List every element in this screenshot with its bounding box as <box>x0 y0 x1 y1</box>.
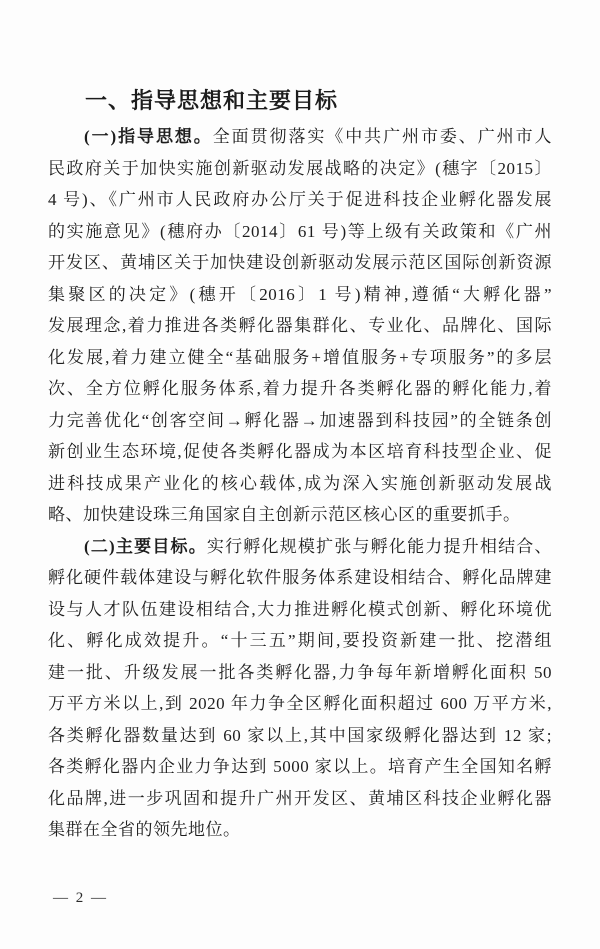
text-line: 万平方米以上,到 2020 年力争全区孵化面积超过 600 万平方米, <box>48 694 552 713</box>
text-line <box>48 531 552 563</box>
page-number: — 2 — <box>53 890 108 906</box>
text-line: 开发区、黄埔区关于加快建设创新驱动发展示范区国际创新资源 <box>48 253 552 272</box>
text-line: 4 号)、《广州市人民政府办公厅关于促进科技企业孵化器发展 <box>48 190 552 209</box>
text-line <box>48 121 552 153</box>
text-line: 各类孵化器数量达到 60 家以上,其中国家级孵化器达到 12 家; <box>48 725 552 745</box>
text-line: 新创业生态环境,促使各类孵化器成为本区培育科技型企业、促 <box>48 442 552 461</box>
text-line: 各类孵化器内企业力争达到 5000 家以上。培育产生全国知名孵 <box>48 757 552 776</box>
document-content <box>48 88 552 846</box>
text-line: 发展理念,着力推进各类孵化器集群化、专业化、品牌化、国际 <box>48 316 552 335</box>
paragraph-lead: (一)指导思想。 <box>84 127 213 146</box>
text-line: 化、孵化成效提升。“十三五”期间,要投资新建一批、挖潜组 <box>48 631 552 650</box>
text-line: 略、加快建设珠三角国家自主创新示范区核心区的重要抓手。 <box>48 505 521 524</box>
text-line: 集聚区的决定》(穗开〔2016〕1 号)精神,遵循“大孵化器” <box>48 284 552 304</box>
text-run: 全面贯彻落实《中共广州市委、广州市人 <box>212 127 552 146</box>
text-line: 次、全方位孵化服务体系,着力提升各类孵化器的孵化能力,着 <box>48 379 552 398</box>
paragraph-lead: (二)主要目标。 <box>84 536 207 556</box>
text-line: 化品牌,进一步巩固和提升广州开发区、黄埔区科技企业孵化器 <box>48 788 552 808</box>
text-line: 集群在全省的领先地位。 <box>48 820 241 839</box>
text-line: 设与人才队伍建设相结合,大力推进孵化模式创新、孵化环境优 <box>48 599 552 619</box>
text-line: 的实施意见》(穗府办〔2014〕61 号)等上级有关政策和《广州 <box>48 221 552 241</box>
paragraph-main-goals <box>48 531 552 846</box>
text-line: 民政府关于加快实施创新驱动发展战略的决定》(穗字〔2015〕 <box>48 158 552 178</box>
text-line: 进科技成果产业化的核心载体,成为深入实施创新驱动发展战 <box>48 473 552 493</box>
text-run: 实行孵化规模扩张与孵化能力提升相结合、 <box>206 536 552 556</box>
text-line: 建一批、升级发展一批各类孵化器,力争每年新增孵化面积 50 <box>48 662 552 682</box>
paragraph-guiding-ideology <box>48 121 552 531</box>
section-heading: 一、指导思想和主要目标 <box>85 88 339 113</box>
text-line: 化发展,着力建立健全“基础服务+增值服务+专项服务”的多层 <box>48 347 552 367</box>
text-line: 力完善优化“创客空间→孵化器→加速器到科技园”的全链条创 <box>48 410 552 430</box>
text-line: 孵化硬件载体建设与孵化软件服务体系建设相结合、孵化品牌建 <box>48 568 552 587</box>
